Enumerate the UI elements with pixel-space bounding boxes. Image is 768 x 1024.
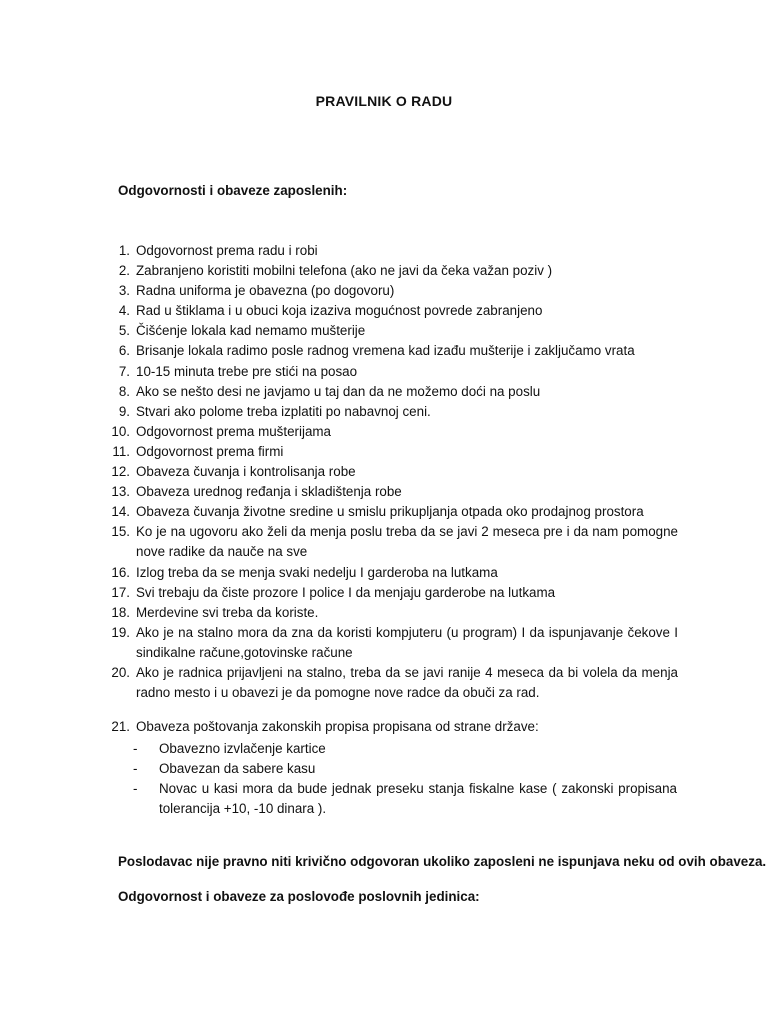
list-item: 5. Čišćenje lokala kad nemamo mušterije xyxy=(118,323,366,339)
list-item: 7. 10-15 minuta trebe pre stići na posao xyxy=(118,363,358,379)
list-item: 18. Merdevine svi treba da koriste. xyxy=(111,604,319,620)
list-item: 19. Ako je na stalno mora da zna da koristi kompjuteru (u program) I da ispunjavanje čekove I sindikalne račune,gotovinske račune xyxy=(111,624,678,660)
document-title: PRAVILNIK O RADU xyxy=(315,93,453,109)
sublist-item: - Obavezan da sabere kasu xyxy=(133,761,316,777)
list-item: 4. Rad u štiklama i u obuci koja izaziva mogućnost povrede zabranjeno xyxy=(118,303,543,319)
list-item: 2. Zabranjeno koristiti mobilni telefona (ako ne javi da čeka važan poziv ) xyxy=(118,263,553,279)
list-item: 1. Odgovornost prema radu i robi xyxy=(118,243,318,258)
list-item: 10. Odgovornost prema mušterijama xyxy=(111,423,331,439)
list-item: 15. Ko je na ugovoru ako želi da menja poslu treba da se javi 2 meseca pre i da nam pomogne nove radike da nauče na sve xyxy=(111,524,678,560)
section-heading-employees: Odgovornosti i obaveze zaposlenih: xyxy=(118,183,348,198)
section-heading-managers: Odgovornost i obaveze za poslovođe poslovnih jedinica: xyxy=(118,889,480,904)
list-item: 14. Obaveza čuvanja životne sredine u smislu prikupljanja otpada oko prodajnog prostora xyxy=(111,504,644,520)
list-item: 8. Ako se nešto desi ne javjamo u taj dan da ne možemo doći na poslu xyxy=(118,383,541,399)
list-item: 16. Izlog treba da se menja svaki nedelju I garderoba na lutkama xyxy=(111,564,498,580)
sublist-item: - Obavezno izvlačenje kartice xyxy=(133,741,326,756)
sublist-item: - Novac u kasi mora da bude jednak preseku stanja fiskalne kase ( zakonski propisana tolerancija +10, -10 dinara ). xyxy=(133,781,677,817)
list-item: 6. Brisanje lokala radimo posle radnog vremena kad izađu mušterije i zaključamo vrata xyxy=(118,343,635,359)
list-item: 17. Svi trebaju da čiste prozore I police I da menjaju garderobe na lutkama xyxy=(111,584,556,600)
list-item: 12. Obaveza čuvanja i kontrolisanja robe xyxy=(111,464,356,480)
legal-obligations-sublist xyxy=(133,739,677,819)
list-item: 13. Obaveza urednog ređanja i skladištenja robe xyxy=(111,484,402,500)
list-item: 9. Stvari ako polome treba izplatiti po nabavnoj ceni. xyxy=(118,403,431,419)
list-item: 20. Ako je radnica prijavljeni na stalno, treba da se javi ranije 4 meseca da bi volela da menja radno mesto i u obavezi je da pomogne nove radce da obuči za rad. xyxy=(111,664,678,701)
list-item-21: 21. Obaveza poštovanja zakonskih propisa propisana od strane države: xyxy=(111,719,539,734)
employer-liability-note: Poslodavac nije pravno niti krivično odgovoran ukoliko zaposleni ne ispunjava neku od ovih obaveza. xyxy=(118,854,767,869)
obligations-list xyxy=(108,241,678,703)
list-item: 3. Radna uniforma je obavezna (po dogovoru) xyxy=(118,283,395,299)
list-item: 11. Odgovornost prema firmi xyxy=(112,443,284,459)
